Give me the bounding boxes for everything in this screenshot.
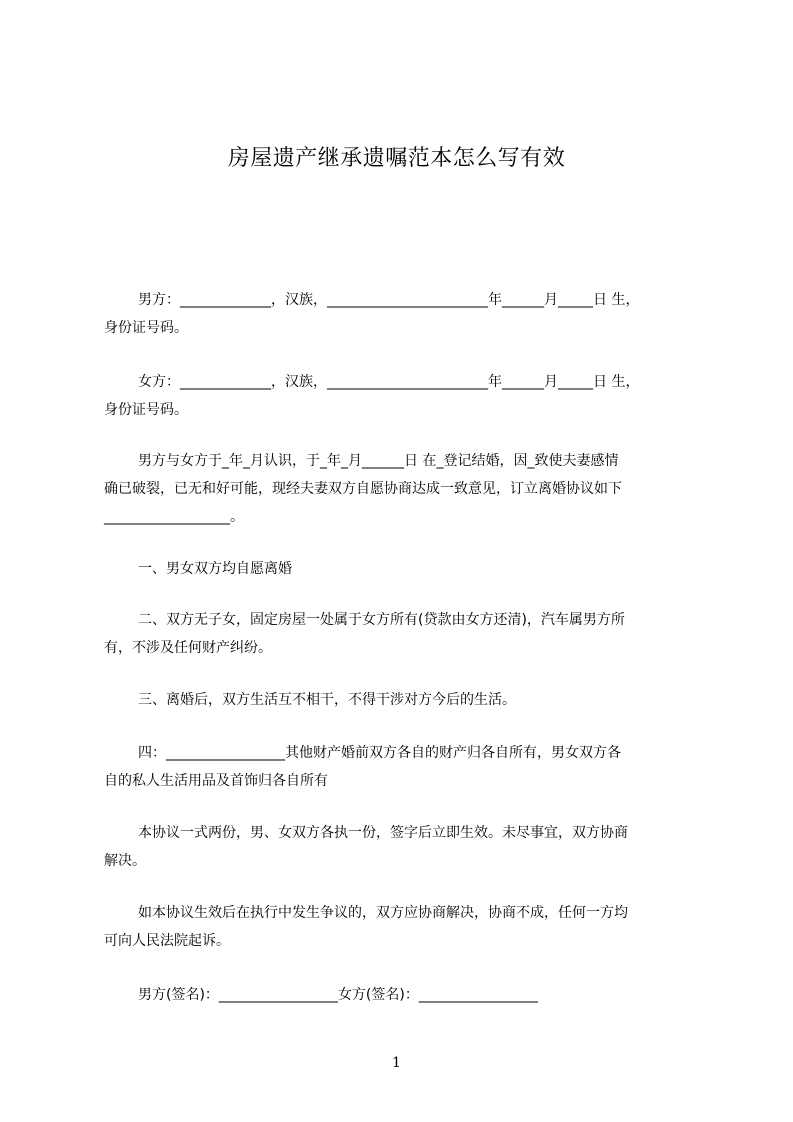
paragraph-copies	[104, 819, 700, 875]
paragraph-line: __________________。	[104, 509, 244, 525]
paragraph-introduction	[104, 447, 700, 531]
paragraph-line: 可向人民法院起诉。	[104, 933, 230, 949]
paragraph-line: 身份证号码。	[104, 402, 188, 418]
paragraph-line: 女方：_____________，汉族，_______________________年______月_____日 生，	[138, 374, 640, 390]
clause-four	[104, 739, 700, 795]
paragraph-line: 有，不涉及任何财产纠纷。	[104, 640, 272, 656]
paragraph-line: 身份证号码。	[104, 320, 188, 336]
paragraph-line: 二、双方无子女，固定房屋一处属于女方所有(贷款由女方还清)，汽车属男方所	[138, 612, 625, 628]
paragraph-line: 解决。	[104, 853, 146, 869]
clause-three	[104, 686, 700, 714]
paragraph-line: 自的私人生活用品及首饰归各自所有	[104, 773, 328, 789]
paragraph-line: 四：_________________其他财产婚前双方各自的财产归各自所有，男女双方各	[138, 745, 621, 761]
paragraph-line: 确已破裂，已无和好可能，现经夫妻双方自愿协商达成一致意见，订立离婚协议如下	[104, 481, 622, 497]
clause-two	[104, 606, 700, 662]
paragraph-line: 三、离婚后，双方生活互不相干，不得干涉对方今后的生活。	[138, 692, 516, 708]
signature-line	[104, 981, 700, 1009]
paragraph-line: 男方(签名)：_________________女方(签名)：_________________	[138, 987, 538, 1003]
page-number: 1	[392, 1055, 401, 1071]
paragraph-dispute	[104, 899, 700, 955]
paragraph-female-info	[104, 368, 700, 424]
paragraph-line: 本协议一式两份，男、女双方各执一份，签字后立即生效。未尽事宜，双方协商	[138, 825, 628, 841]
clause-one	[104, 555, 700, 583]
paragraph-line: 一、男女双方均自愿离婚	[138, 561, 292, 577]
paragraph-male-info	[104, 286, 700, 342]
paragraph-line: 男方与女方于_年_月认识，于_年_月______日 在_登记结婚，因_致使夫妻感情	[138, 453, 619, 469]
paragraph-line: 男方：_____________，汉族，_______________________年______月_____日 生，	[138, 292, 640, 308]
document-title: 房屋遗产继承遗嘱范本怎么写有效	[227, 146, 566, 171]
paragraph-line: 如本协议生效后在执行中发生争议的，双方应协商解决，协商不成，任何一方均	[138, 905, 628, 921]
